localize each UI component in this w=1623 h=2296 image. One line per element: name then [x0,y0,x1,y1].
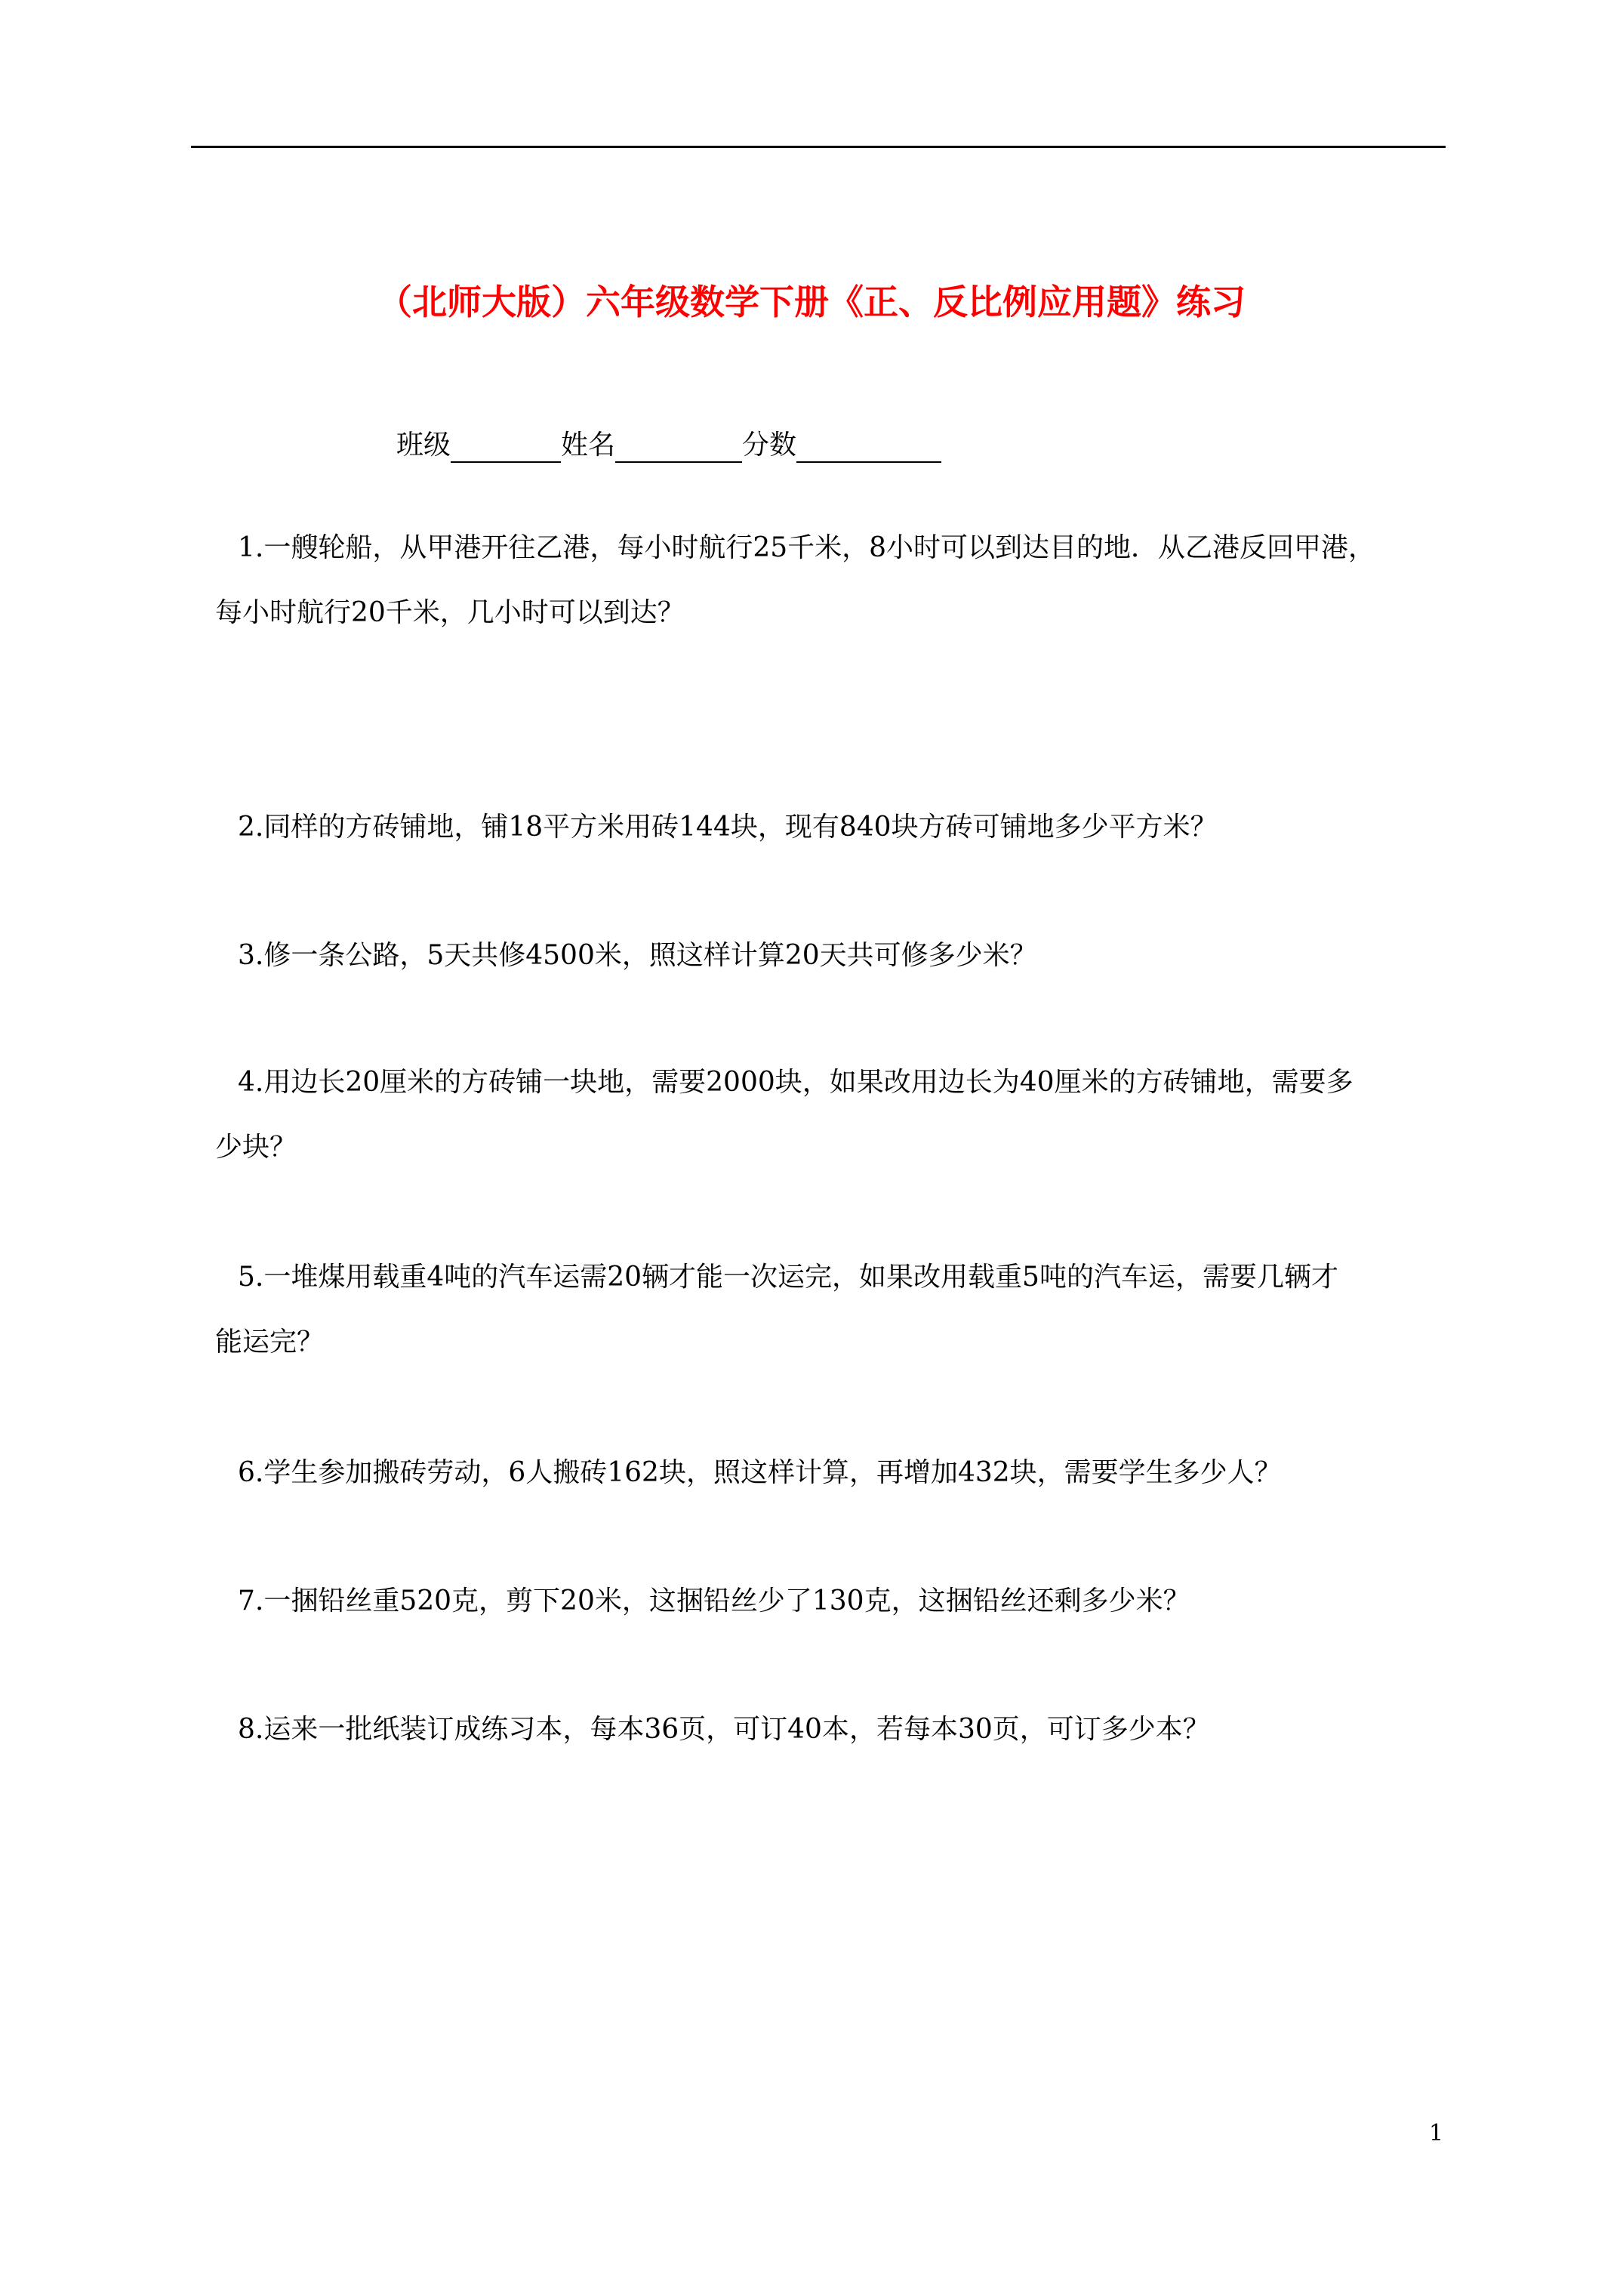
question-7 [215,1569,1461,1634]
question-text: 5.一堆煤用载重4吨的汽车运需20辆才能一次运完，如果改用载重5吨的汽车运，需要几辆才 [238,1262,1338,1293]
question-text-continued: 每小时航行20千米，几小时可以到达？ [215,597,685,628]
question-text: 2.同样的方砖铺地，铺18平方米用砖144块，现有840块方砖可铺地多少平方米？ [238,812,1218,843]
class-blank[interactable] [451,428,561,463]
score-blank[interactable] [796,428,941,463]
question-5 [215,1245,1461,1375]
question-2 [215,795,1461,860]
question-text: 3.修一条公路，5天共修4500米，照这样计算20天共可修多少米？ [238,940,1037,971]
question-text: 8.运来一批纸装订成练习本，每本36页，可订40本，若每本30页，可订多少本？ [238,1714,1210,1745]
question-text: 7.一捆铅丝重520克，剪下20米，这捆铅丝少了130克，这捆铅丝还剩多少米？ [238,1586,1190,1616]
class-label: 班级 [396,430,451,461]
score-label: 分数 [742,430,797,461]
question-text-continued: 能运完？ [215,1327,325,1358]
question-4 [215,1050,1461,1180]
header-rule [191,146,1446,148]
question-text: 4.用边长20厘米的方砖铺一块地，需要2000块，如果改用边长为40厘米的方砖铺地，需要多 [238,1067,1354,1098]
name-label: 姓名 [561,430,616,461]
question-text-continued: 少块？ [215,1132,297,1163]
student-info [396,425,941,466]
question-text: 6.学生参加搬砖劳动，6人搬砖162块，照这样计算，再增加432块，需要学生多少人？ [238,1457,1282,1488]
question-6 [215,1441,1461,1505]
question-8 [215,1697,1461,1762]
page-number: 1 [1429,2120,1444,2147]
page-title: （北师大版）六年级数学下册《正、反比例应用题》练习 [377,282,1246,322]
question-3 [215,923,1461,988]
question-text: 1.一艘轮船，从甲港开往乙港，每小时航行25千米，8小时可以到达目的地．从乙港反回甲港， [238,532,1376,563]
name-blank[interactable] [615,428,742,463]
question-1 [215,516,1461,646]
